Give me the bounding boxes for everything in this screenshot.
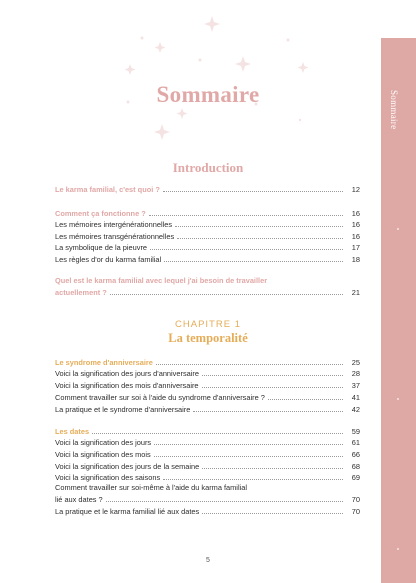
toc-entry-label: Voici la signification des saisons <box>55 473 161 482</box>
toc-entry-label: Le karma familial, c'est quoi ? <box>55 185 160 194</box>
toc-entry[interactable] <box>55 367 360 378</box>
dot-leader <box>156 364 343 365</box>
toc-entry-label: actuellement ? <box>55 288 107 297</box>
toc-entry-multiline-line1[interactable]: Comment travailler sur soi-même à l'aide du karma familial <box>55 483 247 492</box>
toc-entry-label: Voici la signification des jours <box>55 438 152 447</box>
toc-entry[interactable] <box>55 230 360 241</box>
page-number: 5 <box>206 557 210 564</box>
toc-entry-label: Comment ça fonctionne ? <box>55 209 146 218</box>
toc-entry[interactable] <box>55 207 360 218</box>
chapter-title: La temporalité <box>168 331 248 345</box>
toc-entry-label: lié aux dates ? <box>55 495 103 504</box>
toc-entry-label: Les règles d'or du karma familial <box>55 255 162 264</box>
toc-entry[interactable] <box>55 436 360 447</box>
toc-entry-page: 70 <box>351 507 360 516</box>
toc-entry-label: La pratique et le karma familial lié aux dates <box>55 507 200 516</box>
toc-entry-page: 16 <box>351 209 360 218</box>
toc-entry-question-line1[interactable]: Quel est le karma familial avec lequel j'ai besoin de travailler <box>55 276 268 285</box>
dot-leader <box>202 513 343 514</box>
toc-entry[interactable] <box>55 286 360 297</box>
tab-dot <box>397 548 399 550</box>
toc-entry-label: Les mémoires transgénérationnelles <box>55 232 175 241</box>
sparkle-icon <box>154 124 170 140</box>
toc-entry-label: Comment travailler sur soi à l'aide du syndrome d'anniversaire ? <box>55 393 265 402</box>
toc-entry-page: 66 <box>351 450 360 459</box>
introduction-heading: Introduction <box>172 160 244 175</box>
section-side-tab[interactable] <box>381 38 416 583</box>
dot-leader <box>268 399 343 400</box>
toc-entry[interactable] <box>55 391 360 402</box>
dot-leader <box>106 501 343 502</box>
toc-entry[interactable] <box>55 379 360 390</box>
chapter-label: CHAPITRE 1 <box>175 319 241 330</box>
page-title: Sommaire <box>156 82 260 107</box>
toc-entry-page: 59 <box>351 427 360 436</box>
toc-entry-page: 70 <box>351 495 360 504</box>
toc-entry-page: 41 <box>351 393 360 402</box>
toc-entry-page: 16 <box>351 220 360 229</box>
toc-entry-page: 18 <box>351 255 360 264</box>
dot-leader <box>154 444 343 445</box>
toc-entry[interactable] <box>55 356 360 367</box>
toc-entry[interactable] <box>55 471 360 482</box>
toc-entry-page: 21 <box>351 288 360 297</box>
toc-entry-label: Voici la signification des jours d'anniversaire <box>55 369 199 378</box>
toc-entry-page: 12 <box>351 185 360 194</box>
toc-entry[interactable] <box>55 403 360 414</box>
toc-entry-label: Voici la signification des mois <box>55 450 151 459</box>
dot-leader <box>163 191 343 192</box>
dot-leader <box>164 261 343 262</box>
sparkle-icon <box>125 64 136 75</box>
toc-entry[interactable] <box>55 505 360 516</box>
toc-entry[interactable] <box>55 218 360 229</box>
dot-leader <box>202 468 343 469</box>
toc-entry[interactable] <box>55 241 360 252</box>
decorative-stars <box>100 8 340 148</box>
toc-entry-label: Le syndrome d'anniversaire <box>55 358 153 367</box>
toc-entry-label: La symbolique de la pieuvre <box>55 243 148 252</box>
dot-leader <box>202 375 343 376</box>
toc-entry-label: Voici la signification des mois d'anniversaire <box>55 381 199 390</box>
dot-leader <box>92 433 343 434</box>
toc-entry-page: 37 <box>351 381 360 390</box>
sparkle-icon <box>155 42 166 53</box>
dot-leader <box>163 479 343 480</box>
dot-leader <box>150 249 343 250</box>
tab-dot <box>397 228 399 230</box>
toc-entry-page: 61 <box>351 438 360 447</box>
sparkle-icon <box>177 108 188 119</box>
tab-dot <box>397 398 399 400</box>
toc-entry-page: 68 <box>351 462 360 471</box>
toc-entry-label: Les dates <box>55 427 90 436</box>
sparkle-icon <box>204 16 220 32</box>
dot-leader <box>193 411 343 412</box>
dot-leader <box>110 294 343 295</box>
toc-entry-label: La pratique et le syndrome d'anniversaire <box>55 405 191 414</box>
dot-leader <box>202 387 343 388</box>
dot-leader <box>175 226 343 227</box>
toc-entry[interactable] <box>55 425 360 436</box>
sparkle-icon <box>298 62 309 73</box>
toc-entry[interactable] <box>55 253 360 264</box>
toc-entry[interactable] <box>55 183 360 194</box>
toc-entry-page: 25 <box>351 358 360 367</box>
side-tab-label: Sommaire <box>389 90 399 130</box>
sparkle-icon <box>235 56 251 72</box>
dot-leader <box>154 456 343 457</box>
toc-entry-page: 17 <box>351 243 360 252</box>
toc-entry-label: Les mémoires intergénérationnelles <box>55 220 173 229</box>
dot-leader <box>149 215 343 216</box>
toc-entry[interactable] <box>55 460 360 471</box>
dot-leader <box>177 238 343 239</box>
toc-entry-label: Voici la signification des jours de la semaine <box>55 462 200 471</box>
toc-entry-page: 42 <box>351 405 360 414</box>
toc-entry-page: 69 <box>351 473 360 482</box>
toc-entry-page: 16 <box>351 232 360 241</box>
toc-entry-page: 28 <box>351 369 360 378</box>
toc-entry[interactable] <box>55 448 360 459</box>
toc-entry[interactable] <box>55 493 360 504</box>
